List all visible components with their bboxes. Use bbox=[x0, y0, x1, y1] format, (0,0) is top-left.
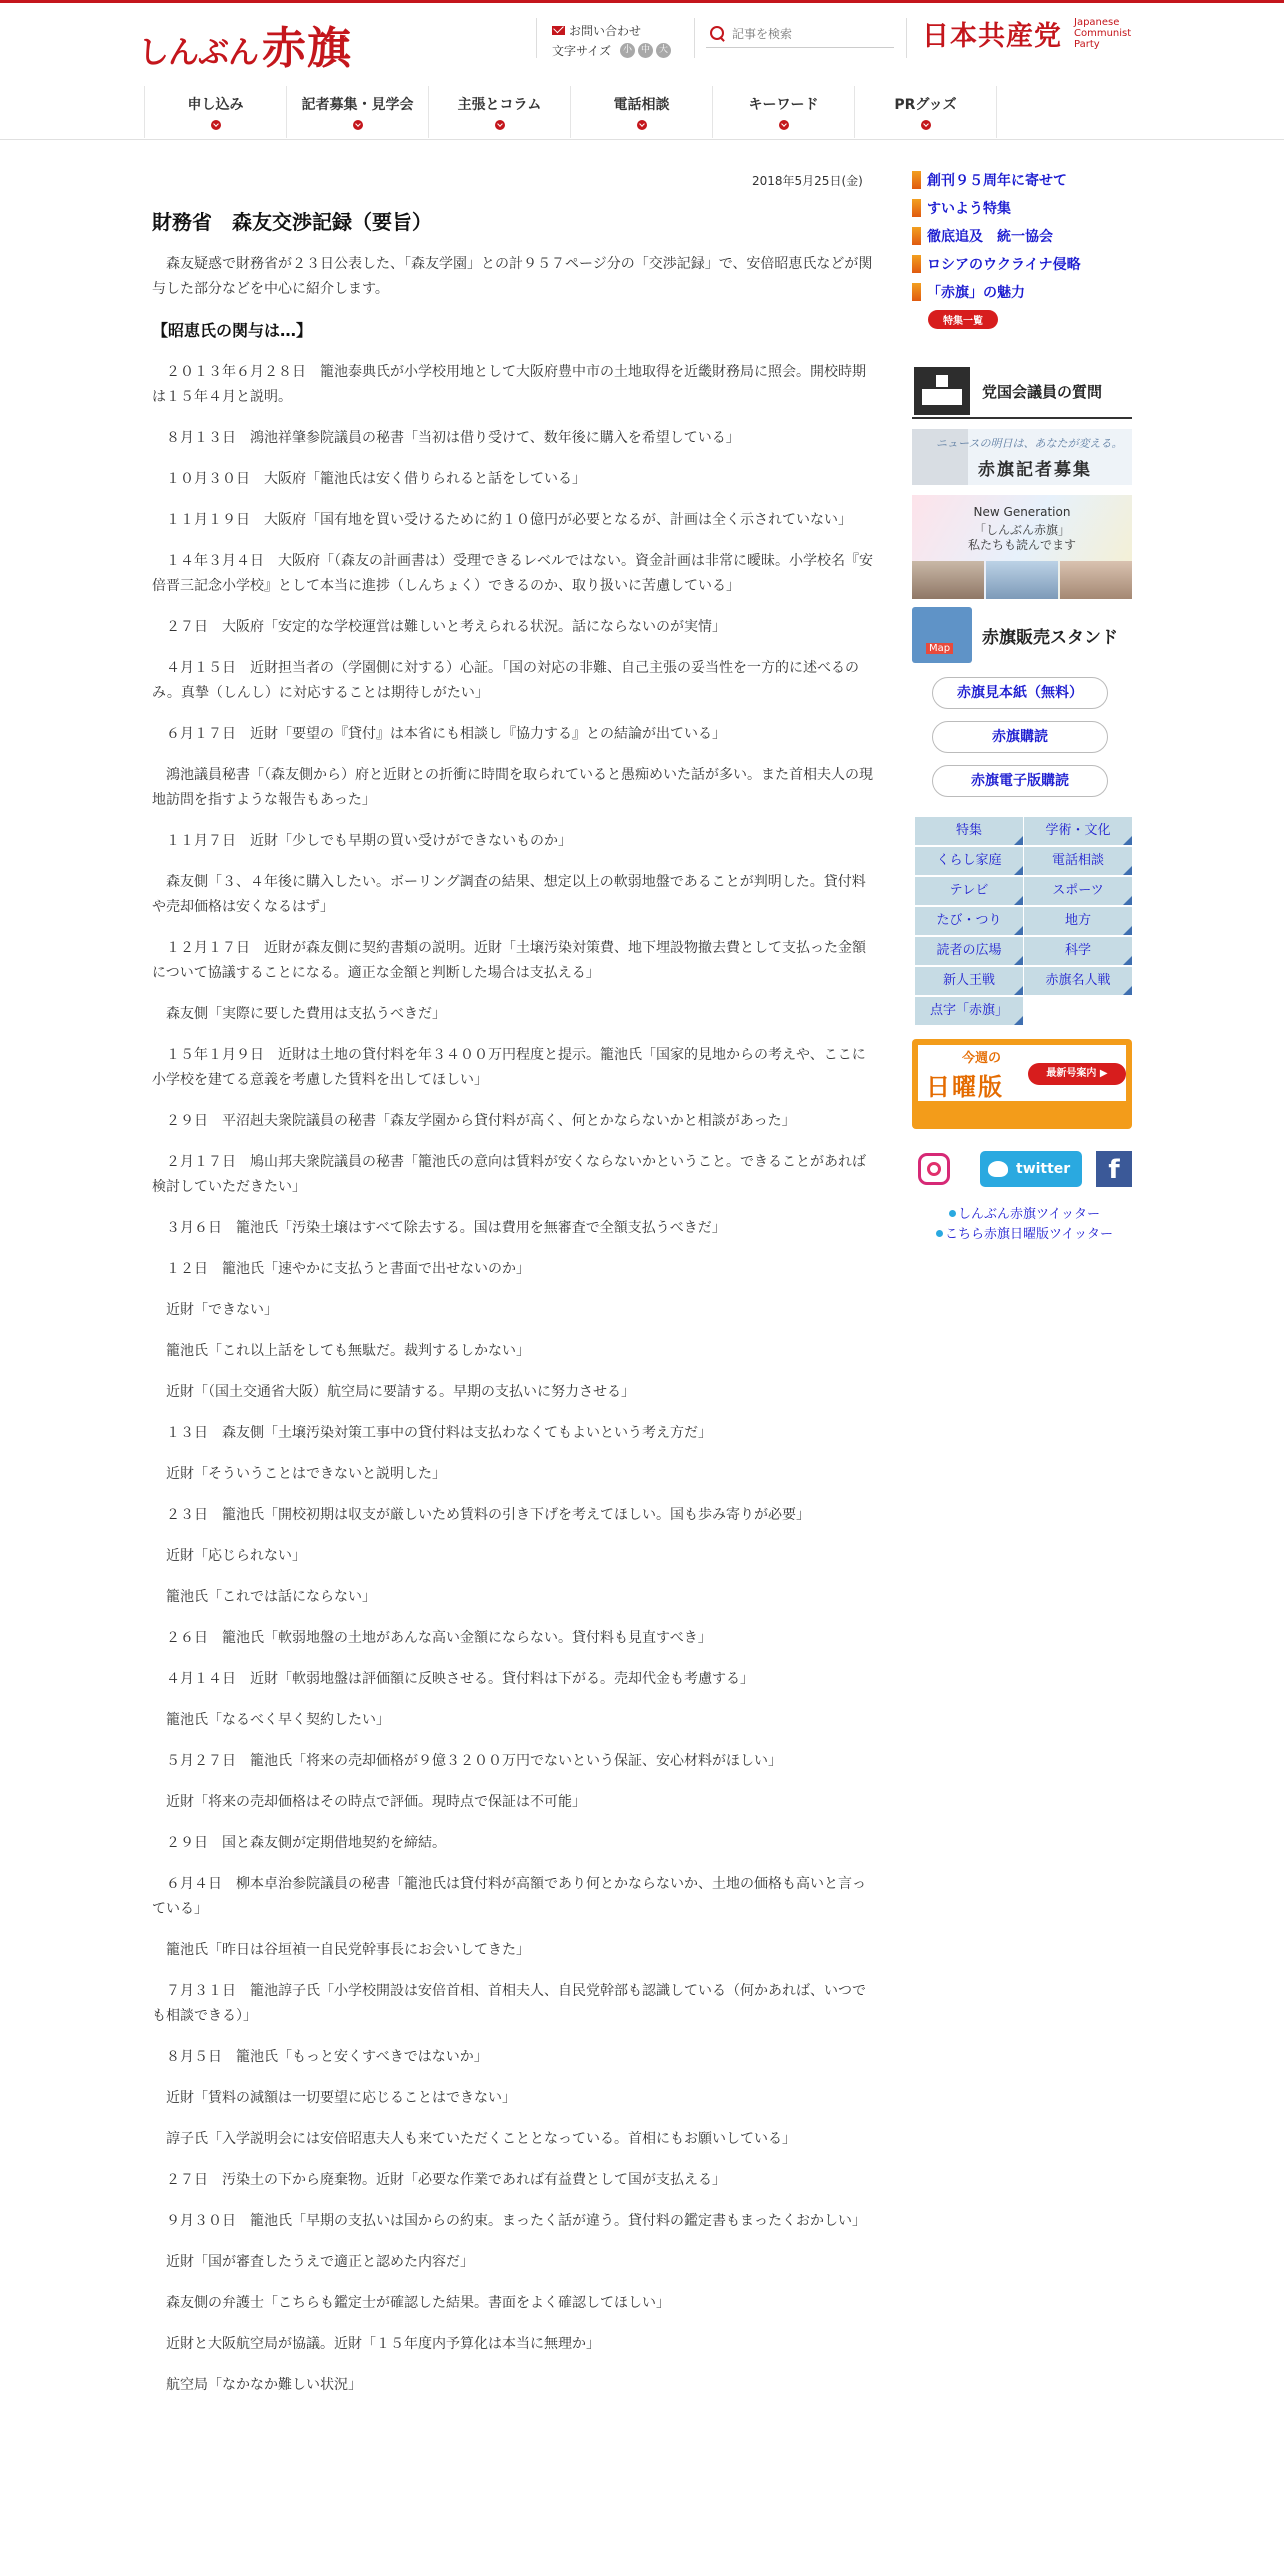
photo bbox=[986, 561, 1058, 599]
article-paragraph: ５月２７日 籠池氏「将来の売却価格が９億３２００万円でないという保証、安心材料がほしい」 bbox=[166, 1753, 782, 1769]
logo-small-text: しんぶん bbox=[138, 35, 258, 71]
party-name-en: Japanese Communist Party bbox=[1074, 17, 1132, 50]
category-link[interactable]: テレビ bbox=[915, 877, 1023, 905]
article-paragraph: 近財と大阪航空局が協議。近財「１５年度内予算化は本当に無理か」 bbox=[166, 2336, 600, 2352]
main-nav bbox=[144, 86, 997, 138]
bar-icon bbox=[912, 227, 921, 245]
party-name: 日本共産党 bbox=[922, 21, 1062, 52]
map-icon bbox=[912, 607, 972, 663]
article-paragraph: １５年１月９日 近財は土地の貸付料を年３４００万円程度と提示。籠池氏「国家的見地からの考えや、ここに小学校を建てる意義を考慮した賃料を出してほしい」 bbox=[152, 1047, 866, 1088]
article-paragraph: 近財「賃料の減額は一切要望に応じることはできない」 bbox=[166, 2090, 516, 2106]
article-paragraph: 森友側の弁護士「こちらも鑑定士が確認した結果。書面をよく確認してほしい」 bbox=[166, 2295, 670, 2311]
subscribe-button[interactable]: 赤旗購読 bbox=[932, 721, 1108, 753]
article-paragraph: ８月１３日 鴻池祥肇参院議員の秘書「当初は借り受けて、数年後に購入を希望している」 bbox=[166, 430, 740, 446]
diet-building-icon bbox=[914, 367, 970, 415]
kokkai-banner[interactable]: 党国会議員の質問 bbox=[912, 363, 1132, 419]
article-lead: 森友疑惑で財務省が２３日公表した、「森友学園」との計９５７ページ分の「交渉記録」で、安倍昭恵氏などが関与した部分などを中心に紹介します。 bbox=[152, 256, 873, 297]
article-paragraph: １２日 籠池氏「速やかに支払うと書面で出せないのか」 bbox=[166, 1261, 530, 1277]
article-paragraph: 航空局「なかなか難しい状況」 bbox=[166, 2377, 362, 2393]
article-paragraph: ４月１５日 近財担当者の（学園側に対する）心証。「国の対応の非難、自己主張の妥当性を一方的に述べるのみ。真摯（しんし）に対応することは期待しがたい」 bbox=[152, 660, 859, 701]
sample-paper-button[interactable]: 赤旗見本紙（無料） bbox=[932, 677, 1108, 709]
sidebar-link[interactable]: すいよう特集 bbox=[912, 194, 1137, 222]
new-generation-banner[interactable]: New Generation 「しんぶん赤旗」 私たちも読んでます bbox=[912, 495, 1132, 599]
nav-item-keyword[interactable]: キーワード bbox=[713, 86, 855, 138]
article-paragraph: 近財「そういうことはできないと説明した」 bbox=[166, 1466, 446, 1482]
top-accent-line bbox=[0, 0, 1284, 3]
category-link[interactable]: 電話相談 bbox=[1024, 847, 1132, 875]
category-link[interactable]: 学術・文化 bbox=[1024, 817, 1132, 845]
nav-item-apply[interactable]: 申し込み bbox=[145, 86, 287, 138]
article-paragraph: ２７日 大阪府「安定的な学校運営は難しいと考えられる状況。話にならないのが実情」 bbox=[166, 619, 726, 635]
font-size-medium-button[interactable]: 中 bbox=[638, 43, 653, 58]
digital-subscribe-button[interactable]: 赤旗電子版購読 bbox=[932, 765, 1108, 797]
chevron-down-icon bbox=[921, 120, 931, 130]
bar-icon bbox=[912, 171, 921, 189]
article-paragraph: ２０１３年６月２８日 籠池泰典氏が小学校用地として大阪府豊中市の土地取得を近畿財務局に照会。開校時期は１５年４月と説明。 bbox=[152, 364, 866, 405]
category-link[interactable]: 特集 bbox=[915, 817, 1023, 845]
article-paragraph: 近財「応じられない」 bbox=[166, 1548, 306, 1564]
nav-divider bbox=[0, 139, 1284, 140]
twitter-link[interactable]: こちら赤旗日曜版ツイッター bbox=[912, 1225, 1137, 1245]
article-paragraph: １３日 森友側「土壌汚染対策工事中の貸付料は支払わなくてもよいという考え方だ」 bbox=[166, 1425, 712, 1441]
nav-item-opinion[interactable]: 主張とコラム bbox=[429, 86, 571, 138]
category-link[interactable]: 点字「赤旗」 bbox=[915, 997, 1023, 1025]
article-title: 財務省 森友交渉記録（要旨） bbox=[152, 210, 432, 234]
category-grid bbox=[915, 817, 1137, 1025]
article-body bbox=[152, 360, 874, 2398]
article-paragraph: 籠池氏「なるべく早く契約したい」 bbox=[166, 1712, 390, 1728]
category-link[interactable]: 科学 bbox=[1024, 937, 1132, 965]
social-icons bbox=[912, 1151, 1137, 1187]
bar-icon bbox=[912, 199, 921, 217]
category-link[interactable]: 赤旗名人戦 bbox=[1024, 967, 1132, 995]
article-paragraph: ４月１４日 近財「軟弱地盤は評価額に反映させる。貸付料は下がる。売却代金も考慮する」 bbox=[166, 1671, 754, 1687]
sidebar-link[interactable]: 創刊９５周年に寄せて bbox=[912, 166, 1137, 194]
nav-item-recruit[interactable]: 記者募集・見学会 bbox=[287, 86, 429, 138]
category-link[interactable]: スポーツ bbox=[1024, 877, 1132, 905]
facebook-icon[interactable]: f bbox=[1096, 1151, 1132, 1187]
article-paragraph: 鴻池議員秘書「（森友側から）府と近財との折衝に時間を取られていると愚痴めいた話が多い。また首相夫人の現地訪問を指すような報告もあった」 bbox=[152, 767, 873, 808]
font-size-label: 文字サイズ bbox=[552, 44, 612, 58]
sidebar-link[interactable]: 徹底追及 統一協会 bbox=[912, 222, 1137, 250]
font-size-large-button[interactable]: 大 bbox=[656, 43, 671, 58]
article-paragraph: ６月１７日 近財「要望の『貸付』は本省にも相談し『協力する』との結論が出ている」 bbox=[166, 726, 726, 742]
header-divider bbox=[694, 18, 695, 58]
article-paragraph: 森友側「実際に要した費用は支払うべきだ」 bbox=[166, 1006, 446, 1022]
instagram-icon[interactable] bbox=[918, 1153, 950, 1185]
sidebar-links bbox=[912, 166, 1137, 306]
bar-icon bbox=[912, 283, 921, 301]
article-paragraph: ７月３１日 籠池諄子氏「小学校開設は安倍首相、首相夫人、自民党幹部も認識している（何かあれば、いつでも相談できる）」 bbox=[152, 1983, 866, 2024]
article-paragraph: 近財「できない」 bbox=[166, 1302, 278, 1318]
article-paragraph: ２７日 汚染土の下から廃棄物。近財「必要な作業であれば有益費として国が支払える」 bbox=[166, 2172, 726, 2188]
article-paragraph: ９月３０日 籠池氏「早期の支払いは国からの約束。まったく話が違う。貸付料の鑑定書もまったくおかしい」 bbox=[166, 2213, 866, 2229]
article-paragraph: １１月１９日 大阪府「国有地を買い受けるために約１０億円が必要となるが、計画は全く示されていない」 bbox=[166, 512, 852, 528]
category-link[interactable]: たび・つり bbox=[915, 907, 1023, 935]
article-paragraph: 森友側「３、４年後に購入したい。ボーリング調査の結果、想定以上の軟弱地盤であることが判明した。貸付料や売却価格は安くなるはず」 bbox=[152, 874, 866, 915]
article-paragraph: ２６日 籠池氏「軟弱地盤の土地があんな高い金額にならない。貸付料も見直すべき」 bbox=[166, 1630, 712, 1646]
font-size-control bbox=[552, 42, 671, 59]
bullet-icon bbox=[936, 1230, 943, 1237]
site-logo[interactable] bbox=[138, 12, 352, 74]
search-input[interactable] bbox=[732, 27, 882, 41]
mail-icon bbox=[552, 26, 565, 35]
article-paragraph: 籠池氏「昨日は谷垣禎一自民党幹事長にお会いしてきた」 bbox=[166, 1942, 530, 1958]
photo bbox=[912, 561, 984, 599]
article-paragraph: 近財「国が審査したうえで適正と認めた内容だ」 bbox=[166, 2254, 474, 2270]
header-divider bbox=[906, 18, 907, 58]
search-box bbox=[706, 20, 894, 48]
article-date: 2018年5月25日(金) bbox=[752, 174, 863, 188]
header-divider bbox=[536, 18, 537, 58]
sidebar-link[interactable]: ロシアのウクライナ侵略 bbox=[912, 250, 1137, 278]
chevron-down-icon bbox=[495, 120, 505, 130]
tokushu-list-button[interactable]: 特集一覧 bbox=[928, 310, 998, 329]
article-paragraph: １０月３０日 大阪府「籠池氏は安く借りられると話をしている」 bbox=[166, 471, 586, 487]
logo-big-text: 赤旗 bbox=[262, 23, 352, 74]
article-paragraph: 籠池氏「これ以上話をしても無駄だ。裁判するしかない」 bbox=[166, 1343, 530, 1359]
bar-icon bbox=[912, 255, 921, 273]
search-icon[interactable] bbox=[710, 26, 726, 42]
article-paragraph: 近財「（国土交通省大阪）航空局に要請する。早期の支払いに努力させる」 bbox=[166, 1384, 635, 1400]
font-size-small-button[interactable]: 小 bbox=[620, 43, 635, 58]
nav-item-phone[interactable]: 電話相談 bbox=[571, 86, 713, 138]
chevron-down-icon bbox=[353, 120, 363, 130]
sidebar-link[interactable]: 「赤旗」の魅力 bbox=[912, 278, 1137, 306]
article-paragraph: １１月７日 近財「少しでも早期の買い受けができないものか」 bbox=[166, 833, 572, 849]
article-paragraph: 近財「将来の売却価格はその時点で評価。現時点で保証は不可能」 bbox=[166, 1794, 586, 1810]
chevron-down-icon bbox=[779, 120, 789, 130]
article-paragraph: ２９日 平沼赳夫衆院議員の秘書「森友学園から貸付料が高く、何とかならないかと相談があった」 bbox=[166, 1113, 796, 1129]
category-link[interactable]: 新人王戦 bbox=[915, 967, 1023, 995]
article-paragraph: ３月６日 籠池氏「汚染土壌はすべて除去する。国は費用を無審査で全額支払うべきだ」 bbox=[166, 1220, 726, 1236]
category-link[interactable]: くらし家庭 bbox=[915, 847, 1023, 875]
latest-issue-button[interactable]: 最新号案内 ▶ bbox=[1028, 1063, 1126, 1085]
sunday-edition-banner[interactable]: 今週の 日曜版 最新号案内 ▶ bbox=[912, 1039, 1132, 1129]
category-link[interactable]: 地方 bbox=[1024, 907, 1132, 935]
article-subheading: 【昭恵氏の関与は…】 bbox=[152, 321, 313, 340]
twitter-links bbox=[912, 1205, 1137, 1245]
article-paragraph: ２３日 籠池氏「開校初期は収支が厳しいため賃料の引き下げを考えてほしい。国も歩み寄りが必要」 bbox=[166, 1507, 810, 1523]
article-paragraph: 籠池氏「これでは話にならない」 bbox=[166, 1589, 376, 1605]
article-paragraph: １４年３月４日 大阪府「（森友の計画書は）受理できるレベルではない。資金計画は非常に曖昧。小学校名『安倍晋三記念小学校』として本当に進捗（しんちょく）できるのか、取り扱いに苦慮している」 bbox=[152, 553, 873, 594]
category-link[interactable]: 読者の広場 bbox=[915, 937, 1023, 965]
photo bbox=[1060, 561, 1132, 599]
contact-link[interactable] bbox=[552, 22, 641, 39]
twitter-link[interactable]: しんぶん赤旗ツイッター bbox=[912, 1205, 1137, 1225]
sidebar bbox=[912, 166, 1137, 1245]
kisha-banner[interactable]: ニュースの明日は、あなたが変える。 赤旗記者募集 bbox=[912, 429, 1132, 485]
article-paragraph: ６月４日 柳本卓治参院議員の秘書「籠池氏は貸付料が高額であり何とかならないか、土地の価格も高いと言っている」 bbox=[152, 1876, 866, 1917]
article-paragraph: 諄子氏「入学説明会には安倍昭恵夫人も来ていただくこととなっている。首相にもお願いしている」 bbox=[166, 2131, 796, 2147]
jcp-logo[interactable] bbox=[922, 14, 1131, 53]
article-paragraph: ８月５日 籠池氏「もっと安くすべきではないか」 bbox=[166, 2049, 488, 2065]
chevron-down-icon bbox=[211, 120, 221, 130]
article-paragraph: ２月１７日 鳩山邦夫衆院議員の秘書「籠池氏の意向は賃料が安くならないかということ。できることがあれば検討していただきたい」 bbox=[152, 1154, 866, 1195]
bullet-icon bbox=[949, 1210, 956, 1217]
article-paragraph: １２月１７日 近財が森友側に契約書類の説明。近財「土壌汚染対策費、地下埋設物撤去費として支払った金額について協議することになる。適正な金額と判断した場合は支払える」 bbox=[152, 940, 866, 981]
chevron-down-icon bbox=[637, 120, 647, 130]
article-paragraph: ２９日 国と森友側が定期借地契約を締結。 bbox=[166, 1835, 446, 1851]
twitter-icon[interactable]: twitter bbox=[980, 1151, 1082, 1187]
article bbox=[152, 206, 874, 2414]
stand-banner[interactable]: Map 赤旗販売スタンド bbox=[912, 607, 1132, 665]
contact-label: お問い合わせ bbox=[569, 24, 642, 38]
nav-item-goods[interactable]: PRグッズ bbox=[855, 86, 997, 138]
